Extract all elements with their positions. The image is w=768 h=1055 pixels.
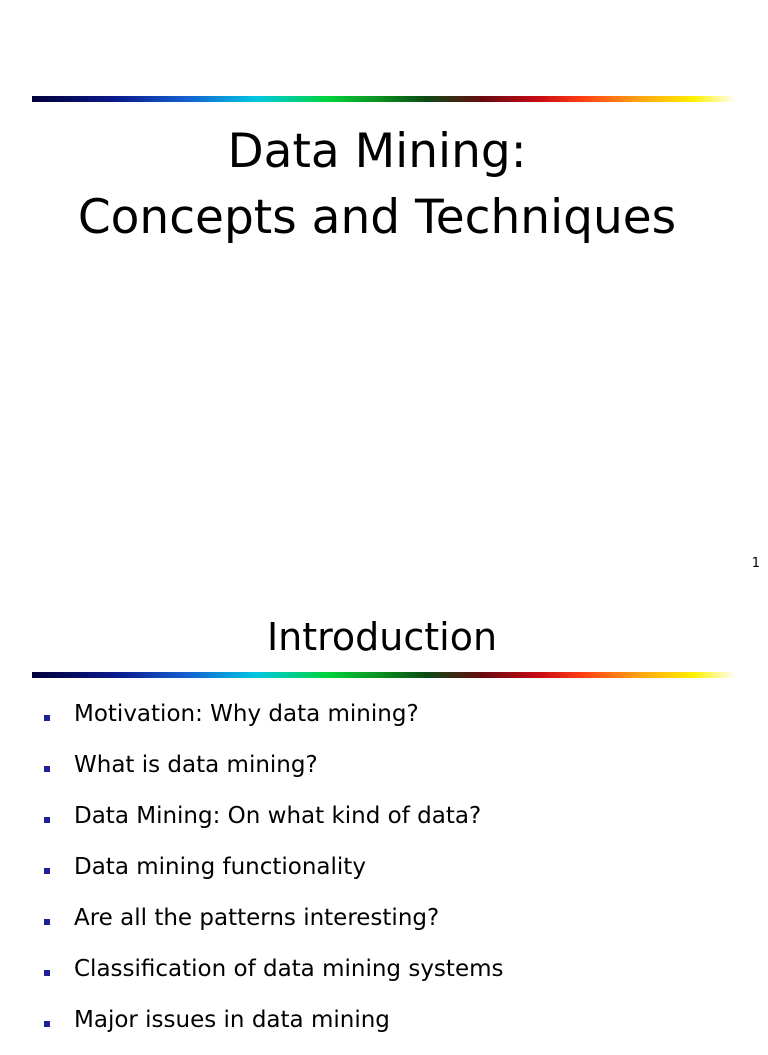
page-number: 1 [751, 556, 760, 571]
slide-heading: Introduction [266, 615, 498, 659]
square-bullet-icon [44, 868, 50, 874]
introduction-slide [0, 576, 768, 1033]
slide-title-line-2: Concepts and Techniques [77, 190, 677, 245]
bullet-text: What is data mining? [74, 752, 318, 778]
bullet-text: Data mining functionality [74, 854, 366, 880]
bullet-text: Data Mining: On what kind of data? [74, 803, 482, 829]
square-bullet-icon [44, 919, 50, 925]
square-bullet-icon [44, 817, 50, 823]
square-bullet-icon [44, 970, 50, 976]
rainbow-divider [32, 96, 736, 102]
bullet-text: Major issues in data mining [74, 1007, 390, 1033]
bullet-text: Motivation: Why data mining? [74, 701, 419, 727]
bullet-text: Are all the patterns interesting? [74, 905, 440, 931]
square-bullet-icon [44, 1021, 50, 1027]
square-bullet-icon [44, 766, 50, 772]
rainbow-divider [32, 672, 736, 678]
square-bullet-icon [44, 715, 50, 721]
slide-title-line-1: Data Mining: [227, 124, 527, 179]
bullet-text: Classification of data mining systems [74, 956, 504, 982]
